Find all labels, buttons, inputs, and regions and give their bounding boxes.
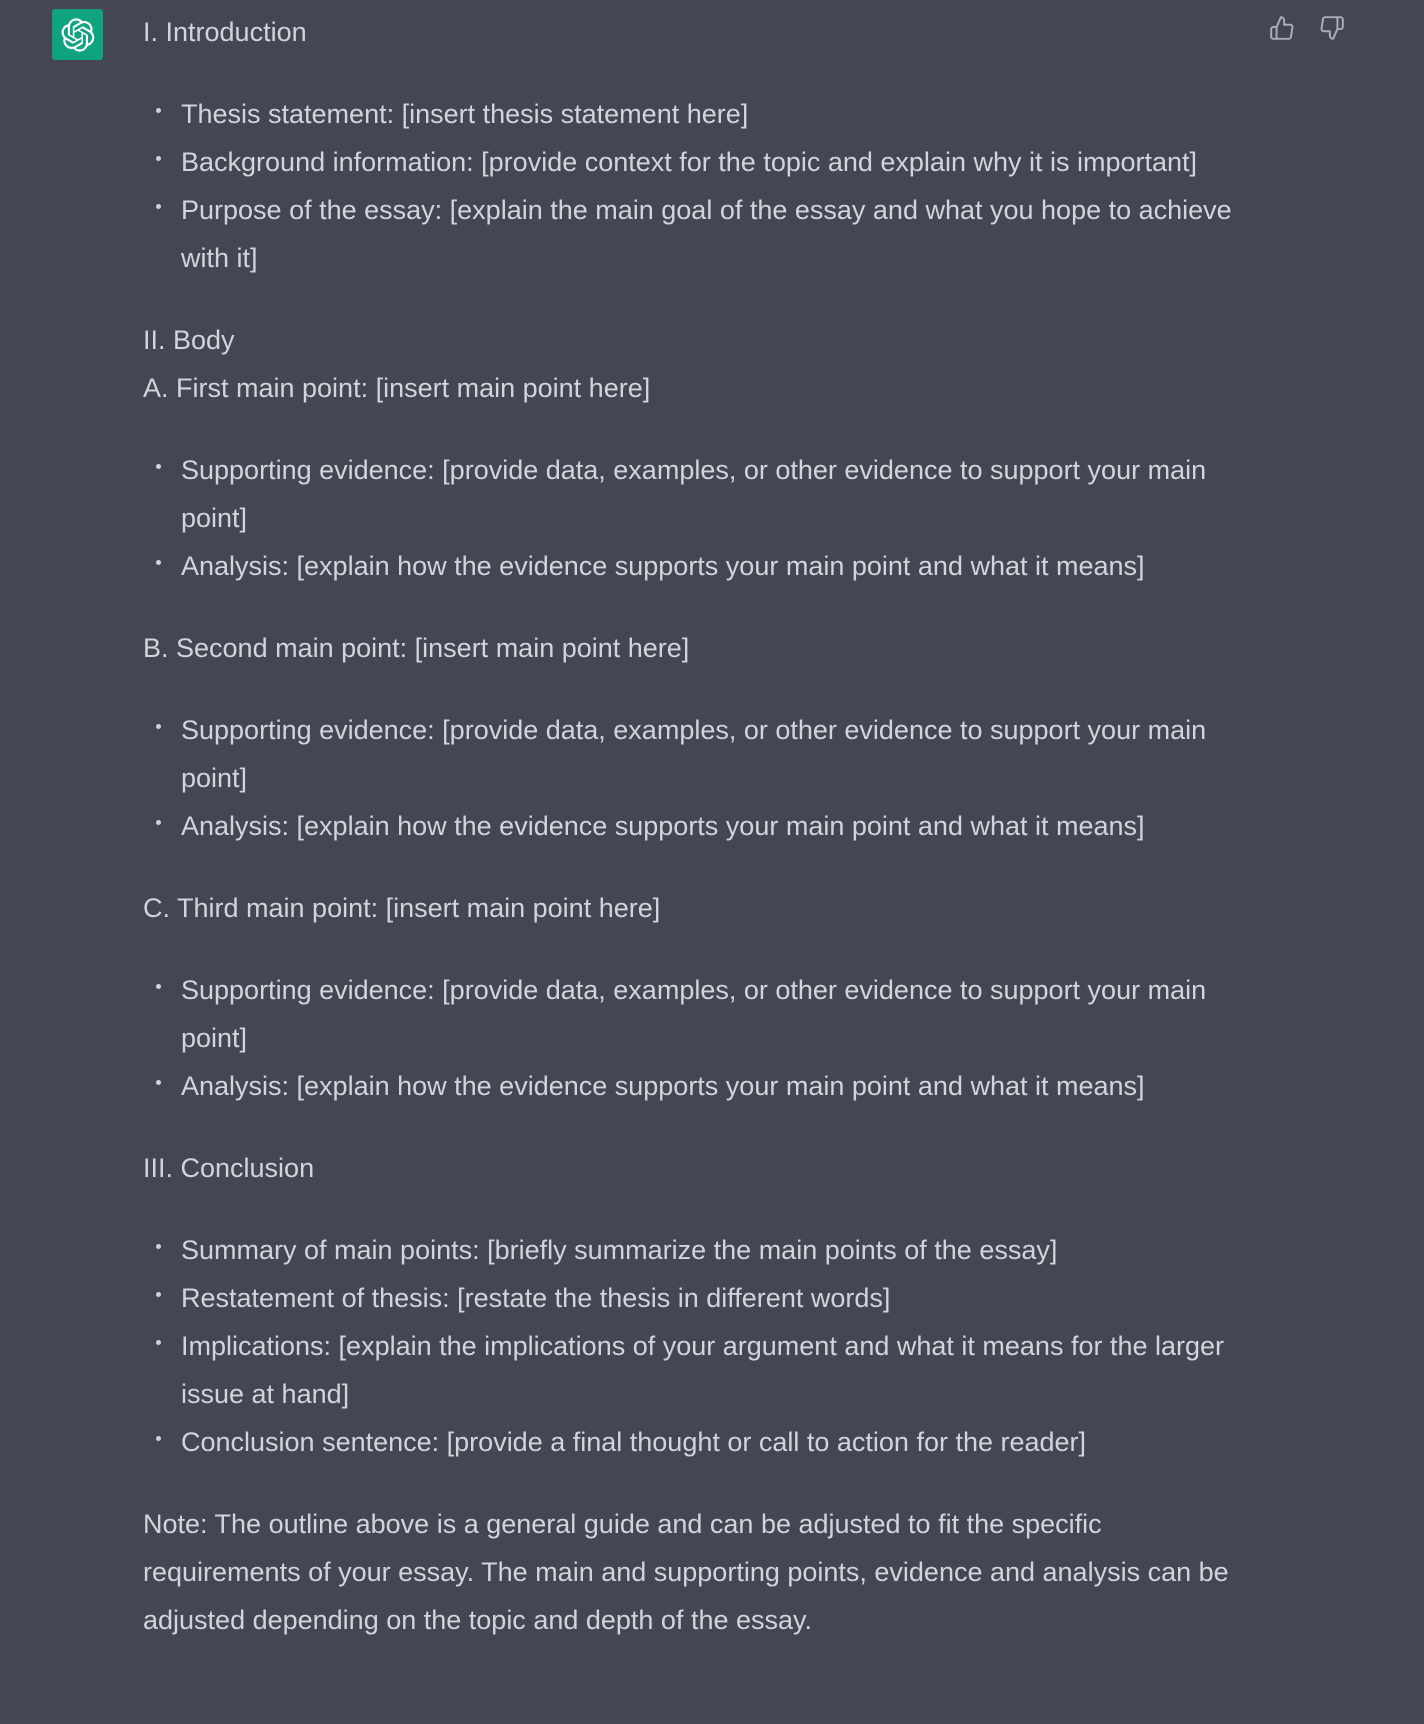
note-paragraph: Note: The outline above is a general guide and can be adjusted to fit the specific requirements of your essay. The main and supporting points, evidence and analysis can be adjusted depending on the topic and depth of the essay.	[143, 1509, 1229, 1635]
list-item: Implications: [explain the implications of your argument and what it means for the larger issue at hand]	[143, 1322, 1243, 1418]
thumbs-down-icon	[1319, 15, 1345, 41]
thumbs-up-button[interactable]	[1268, 14, 1296, 42]
list-item: Summary of main points: [briefly summarize the main points of the essay]	[143, 1226, 1243, 1274]
list-item: Supporting evidence: [provide data, examples, or other evidence to support your main point]	[143, 706, 1243, 802]
subsection-heading: C. Third main point: [insert main point here]	[143, 893, 661, 923]
list-item: Background information: [provide context for the topic and explain why it is important]	[143, 138, 1243, 186]
thumbs-down-button[interactable]	[1318, 14, 1346, 42]
list-item: Purpose of the essay: [explain the main goal of the essay and what you hope to achieve with it]	[143, 186, 1243, 282]
bullet-list	[143, 966, 1243, 1110]
bullet-list	[143, 706, 1243, 850]
subsection-heading: B. Second main point: [insert main point here]	[143, 633, 690, 663]
bullet-list	[143, 1226, 1243, 1466]
assistant-avatar	[52, 9, 103, 60]
openai-logo-icon	[61, 18, 95, 52]
feedback-buttons	[1268, 14, 1346, 42]
bullet-list	[143, 90, 1243, 282]
list-item: Restatement of thesis: [restate the thesis in different words]	[143, 1274, 1243, 1322]
list-item: Conclusion sentence: [provide a final thought or call to action for the reader]	[143, 1418, 1243, 1466]
section-heading: II. Body	[143, 325, 235, 355]
thumbs-up-icon	[1269, 15, 1295, 41]
list-item: Supporting evidence: [provide data, examples, or other evidence to support your main point]	[143, 966, 1243, 1062]
list-item: Thesis statement: [insert thesis statement here]	[143, 90, 1243, 138]
list-item: Supporting evidence: [provide data, examples, or other evidence to support your main point]	[143, 446, 1243, 542]
bullet-list	[143, 446, 1243, 590]
section-heading: I. Introduction	[143, 17, 307, 47]
list-item: Analysis: [explain how the evidence supports your main point and what it means]	[143, 1062, 1243, 1110]
list-item: Analysis: [explain how the evidence supports your main point and what it means]	[143, 802, 1243, 850]
section-heading: III. Conclusion	[143, 1153, 315, 1183]
assistant-message	[143, 8, 1243, 1644]
list-item: Analysis: [explain how the evidence supports your main point and what it means]	[143, 542, 1243, 590]
subsection-heading: A. First main point: [insert main point here]	[143, 373, 651, 403]
